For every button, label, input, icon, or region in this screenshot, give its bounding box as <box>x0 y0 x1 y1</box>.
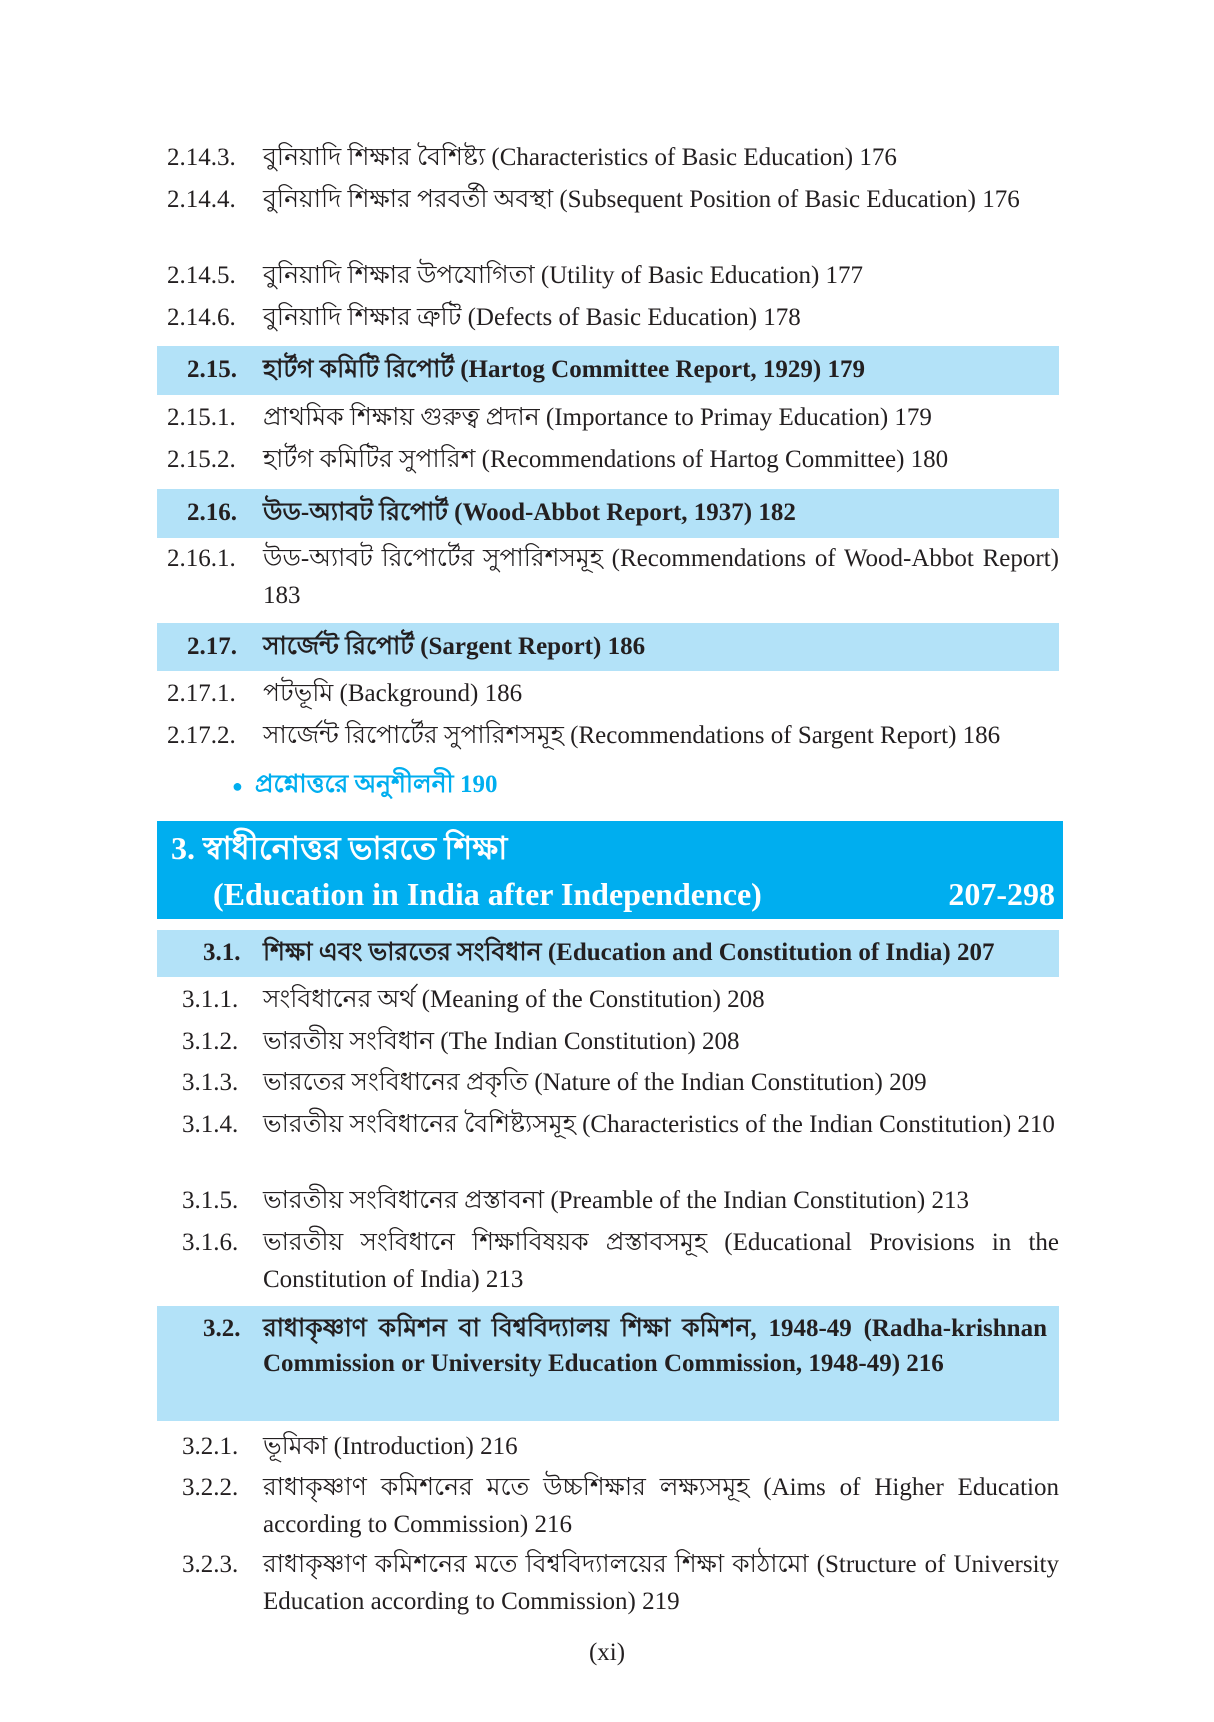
entry-text: ভারতীয় সংবিধান (The Indian Constitution) 208 <box>263 1028 740 1055</box>
entry-text: পটভূমি (Background) 186 <box>263 680 523 707</box>
entry-text: সংবিধানের অর্থ (Meaning of the Constitution) 208 <box>263 986 765 1013</box>
page-number: (xi) <box>588 1639 626 1666</box>
entry-number: 2.16.1. <box>167 545 236 572</box>
entry-number: 3.1.6. <box>182 1229 239 1256</box>
section-heading-3-1[interactable] <box>157 930 1059 977</box>
entry-text: বুনিয়াদি শিক্ষার ত্রুটি (Defects of Basic Education) 178 <box>263 304 801 331</box>
entry-number: 3.1.4. <box>182 1111 239 1138</box>
toc-entry[interactable] <box>182 1469 1059 1543</box>
entry-text: হার্টগ কমিটির সুপারিশ (Recommendations of Hartog Committee) 180 <box>263 446 949 473</box>
toc-entry[interactable] <box>182 1546 1059 1620</box>
toc-entry[interactable] <box>182 1182 1059 1219</box>
entry-number: 2.17.2. <box>167 722 236 749</box>
entry-text: বুনিয়াদি শিক্ষার বৈশিষ্ট্য (Characteristics of Basic Education) 176 <box>263 144 897 171</box>
entry-number: 2.17.1. <box>167 680 236 707</box>
section-number: 3.2. <box>203 1315 241 1342</box>
entry-text: বুনিয়াদি শিক্ষার পরবর্তী অবস্থা (Subsequent Position of Basic Education) 176 <box>263 186 1020 213</box>
toc-entry[interactable] <box>167 139 1059 176</box>
entry-number: 3.2.2. <box>182 1474 239 1501</box>
section-title: শিক্ষা এবং ভারতের সংবিধান (Education and Constitution of India) 207 <box>263 939 995 966</box>
section-number: 3.1. <box>203 939 241 966</box>
entry-number: 3.1.5. <box>182 1187 239 1214</box>
section-number: 2.16. <box>187 499 237 526</box>
entry-text: সার্জেন্ট রিপোর্টের সুপারিশসমূহ (Recommendations of Sargent Report) 186 <box>263 722 1001 749</box>
toc-entry[interactable] <box>167 181 1059 218</box>
toc-entry[interactable] <box>167 441 1059 478</box>
entry-text: ভারতীয় সংবিধানের প্রস্তাবনা (Preamble of the Indian Constitution) 213 <box>263 1187 969 1214</box>
chapter-pages: 207-298 <box>948 876 1055 912</box>
section-title: রাধাকৃষ্ণাণ কমিশন বা বিশ্ববিদ্যালয় শিক্ষা কমিশন, 1948-49 (Radha-krishnan Commission or University Education Commission, 1948-49) 216 <box>263 1315 1047 1377</box>
chapter-title-english: (Education in India after Independence) <box>213 876 762 912</box>
section-heading-3-2[interactable] <box>157 1306 1059 1421</box>
toc-entry[interactable] <box>182 981 1059 1018</box>
section-title: হার্টগ কমিটি রিপোর্ট (Hartog Committee Report, 1929) 179 <box>263 356 865 383</box>
section-number: 2.15. <box>187 356 237 383</box>
exercise-entry[interactable] <box>232 766 497 805</box>
exercise-label: প্রশ্নোত্তরে অনুশীলনী 190 <box>254 771 498 798</box>
section-number: 2.17. <box>187 633 237 660</box>
toc-entry[interactable] <box>167 540 1059 614</box>
entry-number: 2.15.2. <box>167 446 236 473</box>
entry-text: ভারতের সংবিধানের প্রকৃতি (Nature of the Indian Constitution) 209 <box>263 1069 927 1096</box>
entry-number: 3.2.1. <box>182 1433 239 1460</box>
chapter-title-bengali: 3. স্বাধীনোত্তর ভারতে শিক্ষা <box>171 830 508 866</box>
section-heading-2-15[interactable] <box>157 346 1059 395</box>
entry-number: 3.1.3. <box>182 1069 239 1096</box>
entry-number: 2.14.5. <box>167 262 236 289</box>
entry-text: ভারতীয় সংবিধানে শিক্ষাবিষয়ক প্রস্তাবসমূহ (Educational Provisions in the Constitution of India) 213 <box>263 1229 1059 1293</box>
toc-entry[interactable] <box>182 1224 1059 1298</box>
toc-entry[interactable] <box>182 1064 1059 1101</box>
entry-number: 2.15.1. <box>167 404 236 431</box>
entry-text: ভারতীয় সংবিধানের বৈশিষ্ট্যসমূহ (Characteristics of the Indian Constitution) 210 <box>263 1111 1055 1138</box>
entry-number: 3.1.1. <box>182 986 239 1013</box>
entry-text: বুনিয়াদি শিক্ষার উপযোগিতা (Utility of Basic Education) 177 <box>263 262 864 289</box>
section-heading-2-16[interactable] <box>157 489 1059 538</box>
entry-text: রাধাকৃষ্ণাণ কমিশনের মতে উচ্চশিক্ষার লক্ষ্যসমূহ (Aims of Higher Education according to Commission) 216 <box>263 1474 1059 1538</box>
toc-entry[interactable] <box>167 717 1059 754</box>
entry-number: 3.2.3. <box>182 1551 239 1578</box>
toc-entry[interactable] <box>167 675 1059 712</box>
toc-entry[interactable] <box>182 1106 1059 1143</box>
entry-number: 3.1.2. <box>182 1028 239 1055</box>
entry-number: 2.14.4. <box>167 186 236 213</box>
toc-entry[interactable] <box>182 1023 1059 1060</box>
toc-entry[interactable] <box>167 399 1059 436</box>
section-title: সার্জেন্ট রিপোর্ট (Sargent Report) 186 <box>263 633 646 660</box>
toc-entry[interactable] <box>167 257 1059 294</box>
toc-entry[interactable] <box>167 299 1059 336</box>
entry-text: রাধাকৃষ্ণাণ কমিশনের মতে বিশ্ববিদ্যালয়ের শিক্ষা কাঠামো (Structure of University Education according to Commission) 219 <box>263 1551 1059 1615</box>
section-heading-2-17[interactable] <box>157 623 1059 671</box>
entry-number: 2.14.3. <box>167 144 236 171</box>
entry-text: প্রাথমিক শিক্ষায় গুরুত্ব প্রদান (Importance to Primay Education) 179 <box>263 404 932 431</box>
chapter-heading[interactable] <box>157 821 1063 919</box>
entry-number: 2.14.6. <box>167 304 236 331</box>
entry-text: উড-অ্যাবট রিপোর্টের সুপারিশসমূহ (Recommendations of Wood-Abbot Report) 183 <box>263 545 1059 609</box>
entry-text: ভূমিকা (Introduction) 216 <box>263 1433 518 1460</box>
bullet-icon: ● <box>232 776 243 796</box>
section-title: উড-অ্যাবট রিপোর্ট (Wood-Abbot Report, 1937) 182 <box>263 499 796 526</box>
toc-entry[interactable] <box>182 1428 1059 1465</box>
